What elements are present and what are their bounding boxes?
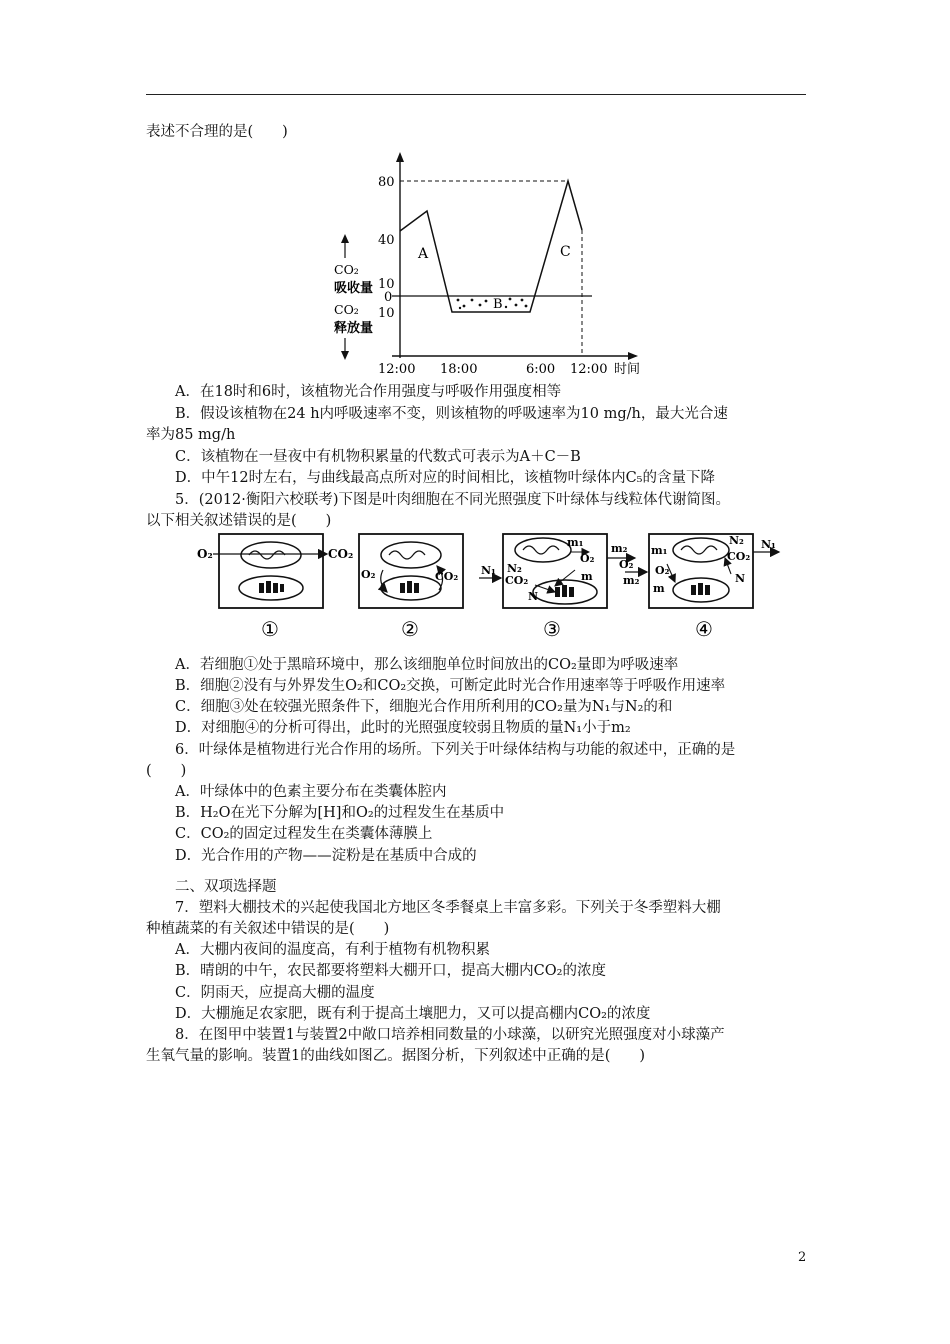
cell-4-co2: CO₂ <box>727 550 751 563</box>
cell-1-co2: CO₂ <box>328 547 354 561</box>
area-label-c: C <box>560 244 571 260</box>
y-axis-arrow <box>396 152 404 162</box>
q7-stem-2: 种植蔬菜的有关叙述中错误的是( ) <box>146 921 390 937</box>
q6-option-a: A．叶绿体中的色素主要分布在类囊体腔内 <box>175 784 447 800</box>
absorb-arrow-icon <box>341 234 349 243</box>
x-tick-12-00-b: 12:00 <box>570 362 608 377</box>
header-rule <box>146 94 806 95</box>
q5-figure <box>195 530 795 648</box>
y-tick-10-top: 10 <box>378 277 395 292</box>
q4-option-b: B．假设该植物在24 h内呼吸速率不变，则该植物的呼吸速率为10 mg/h，最大光合速 <box>175 406 728 422</box>
x-axis-arrow <box>628 352 638 360</box>
cell-3 <box>479 534 635 641</box>
section-2-title: 二、双项选择题 <box>175 879 277 895</box>
q5-option-c: C．细胞③处在较强光照条件下，细胞光合作用所利用的CO₂量为N₁与N₂的和 <box>175 699 673 715</box>
cell-2 <box>359 534 463 641</box>
y-label-co2-absorb-1: CO₂ <box>334 262 359 277</box>
y-tick-0: 0 <box>384 290 393 305</box>
q8-stem-1: 8．在图甲中装置1与装置2中敞口培养相同数量的小球藻，以研究光照强度对小球藻产 <box>175 1027 725 1043</box>
cell-4-o2-in: O₂ <box>619 558 634 571</box>
q5-stem-1: 5．(2012·衡阳六校联考)下图是叶肉细胞在不同光照强度下叶绿体与线粒体代谢简图。 <box>175 492 731 508</box>
q5-stem-2: 以下相关叙述错误的是( ) <box>146 513 332 529</box>
cell-3-n: N <box>528 590 539 603</box>
panel-label-1: ① <box>261 617 279 641</box>
release-arrow-icon <box>341 351 349 360</box>
cell-4-o2: O₂ <box>655 564 670 577</box>
cell-3-m1: m₁ <box>567 536 584 549</box>
q4-option-c: C．该植物在一昼夜中有机物积累量的代数式可表示为A＋C－B <box>175 449 581 465</box>
y-label-co2-release-1: CO₂ <box>334 302 359 317</box>
cell-3-n2: N₂ <box>507 562 522 575</box>
cell-4-m1: m₁ <box>651 544 668 557</box>
cell-4-n: N <box>735 572 746 585</box>
q7-option-b: B．晴朗的中午，农民都要将塑料大棚开口，提高大棚内CO₂的浓度 <box>175 963 606 979</box>
cell-4-n2: N₂ <box>729 534 744 547</box>
panel-label-2: ② <box>401 617 419 641</box>
y-tick-40: 40 <box>378 233 395 248</box>
cell-3-co2: CO₂ <box>505 574 529 587</box>
q6-option-b: B．H₂O在光下分解为[H]和O₂的过程发生在基质中 <box>175 805 505 821</box>
region-b-dots <box>457 298 528 310</box>
area-label-b: B <box>493 297 503 312</box>
x-tick-6-00: 6:00 <box>526 362 556 377</box>
q4-chart <box>330 148 650 378</box>
area-label-a: A <box>418 246 429 262</box>
x-tick-18-00: 18:00 <box>440 362 478 377</box>
cell-2-o2: O₂ <box>361 568 376 581</box>
y-label-co2-absorb-2: 吸收量 <box>334 281 374 296</box>
cell-3-o2: O₂ <box>580 552 595 565</box>
cell-1-o2: O₂ <box>197 547 213 561</box>
q7-stem-1: 7．塑料大棚技术的兴起使我国北方地区冬季餐桌上丰富多彩。下列关于冬季塑料大棚 <box>175 900 721 916</box>
q5-option-a: A．若细胞①处于黑暗环境中，那么该细胞单位时间放出的CO₂量即为呼吸速率 <box>175 657 679 673</box>
y-tick-10-bottom: 10 <box>378 306 395 321</box>
y-tick-80: 80 <box>378 175 395 190</box>
panel-label-4: ④ <box>695 617 713 641</box>
q5-option-d: D．对细胞④的分析可得出，此时的光照强度较弱且物质的量N₁小于m₂ <box>175 720 631 736</box>
cell-3-m2: m₂ <box>611 542 628 555</box>
cell-2-co2: CO₂ <box>435 570 459 583</box>
q6-option-c: C．CO₂的固定过程发生在类囊体薄膜上 <box>175 826 433 842</box>
x-tick-12-00-a: 12:00 <box>378 362 416 377</box>
cell-3-n1: N₁ <box>481 564 496 577</box>
q7-option-a: A．大棚内夜间的温度高，有利于植物有机物积累 <box>175 942 490 958</box>
region-b <box>452 296 530 310</box>
q7-option-d: D．大棚施足农家肥，既有利于提高土壤肥力，又可以提高棚内CO₂的浓度 <box>175 1006 651 1022</box>
cell-4-n1: N₁ <box>761 538 776 551</box>
y-label-co2-release-2: 释放量 <box>334 321 374 336</box>
q6-option-d: D．光合作用的产物——淀粉是在基质中合成的 <box>175 848 477 864</box>
q4-option-a: A．在18时和6时，该植物光合作用强度与呼吸作用强度相等 <box>175 384 562 400</box>
q4-option-b-cont: 率为85 mg/h <box>146 427 236 443</box>
cell-4 <box>619 534 779 641</box>
cell-1 <box>197 534 353 641</box>
q4-option-d: D．中午12时左右，与曲线最高点所对应的时间相比，该植物叶绿体内C₅的含量下降 <box>175 470 715 486</box>
q6-stem-1: 6．叶绿体是植物进行光合作用的场所。下列关于叶绿体结构与功能的叙述中，正确的是 <box>175 742 736 758</box>
cell-4-m: m <box>653 582 665 595</box>
q4-stem-tail: 表述不合理的是( ) <box>146 124 288 140</box>
x-axis-label: 时间 <box>614 362 641 377</box>
q5-option-b: B．细胞②没有与外界发生O₂和CO₂交换，可断定此时光合作用速率等于呼吸作用速率 <box>175 678 726 694</box>
q8-stem-2: 生氧气量的影响。装置1的曲线如图乙。据图分析，下列叙述中正确的是( ) <box>146 1048 646 1064</box>
panel-label-3: ③ <box>543 617 561 641</box>
page-number: 2 <box>798 1250 807 1265</box>
cell-4-m2: m₂ <box>623 574 640 587</box>
cell-3-m: m <box>581 570 593 583</box>
q6-stem-2: ( ) <box>146 763 187 779</box>
q7-option-c: C．阴雨天，应提高大棚的温度 <box>175 985 375 1001</box>
